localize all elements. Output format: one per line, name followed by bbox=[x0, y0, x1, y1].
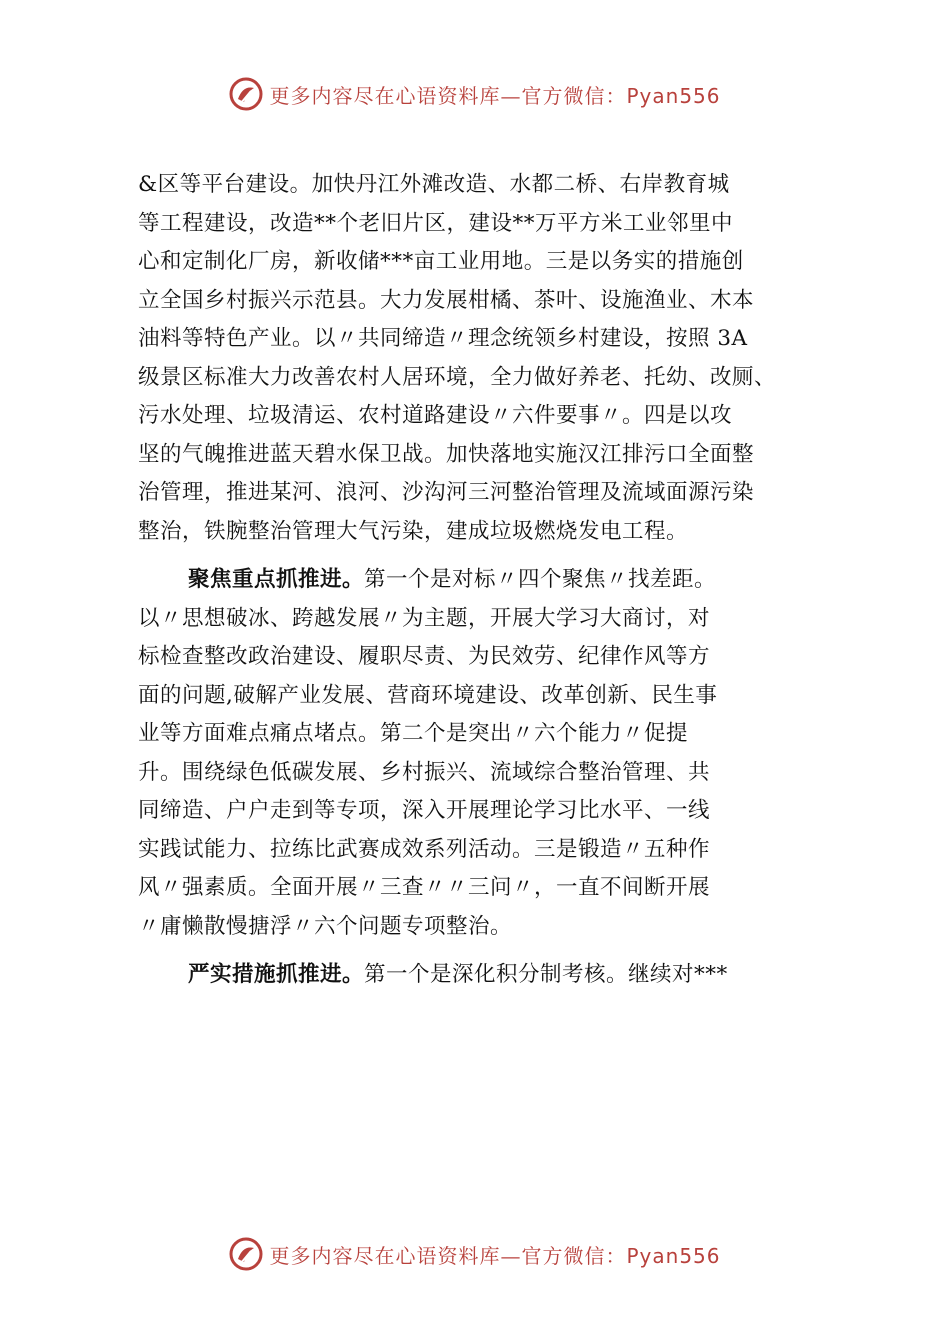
text-line: 标检查整改政治建设、履职尽责、为民效劳、纪律作风等方 bbox=[138, 644, 711, 669]
section-heading: 聚焦重点抓推进。 bbox=[188, 567, 365, 592]
text-line: 立全国乡村振兴示范县。大力发展柑橘、茶叶、设施渔业、木本 bbox=[138, 287, 755, 313]
text-line: 面的问题,破解产业发展、营商环境建设、改革创新、民生事 bbox=[138, 682, 718, 708]
section-heading: 严实措施抓推进。 bbox=[188, 962, 365, 987]
logo-icon bbox=[229, 1237, 263, 1271]
text-line: 等工程建设，改造**个老旧片区，建设**万平方米工业邻里中 bbox=[138, 210, 734, 236]
paragraph-2 bbox=[138, 561, 858, 946]
text-line: 整治，铁腕整治管理大气污染，建成垃圾燃烧发电工程。 bbox=[138, 518, 689, 544]
logo-icon bbox=[229, 77, 263, 111]
document-body bbox=[138, 166, 858, 995]
paragraph-1 bbox=[138, 166, 858, 551]
text-line: 业等方面难点痛点堵点。第二个是突出〃六个能力〃促提 bbox=[138, 721, 689, 746]
text-line: 油料等特色产业。以〃共同缔造〃理念统领乡村建设，按照 3A bbox=[138, 326, 748, 351]
wechat-id: Pyan556 bbox=[626, 1243, 721, 1268]
text-line: 〃庸懒散慢搪浮〃六个问题专项整治。 bbox=[138, 913, 513, 939]
paragraph-heading-line bbox=[138, 561, 858, 600]
wechat-id: Pyan556 bbox=[626, 83, 721, 108]
text-line: 同缔造、户户走到等专项，深入开展理论学习比水平、一线 bbox=[138, 798, 711, 823]
banner-text: 更多内容尽在心语资料库—官方微信：Pyan556 bbox=[269, 83, 721, 108]
text-line: 实践试能力、拉练比武赛成效系列活动。三是锻造〃五种作 bbox=[138, 836, 711, 862]
footer-banner bbox=[0, 1232, 950, 1276]
text-line: 污水处理、垃圾清运、农村道路建设〃六件要事〃。四是以攻 bbox=[138, 403, 733, 428]
header-banner bbox=[0, 72, 950, 116]
heading-continuation: 第一个是深化积分制考核。继续对*** bbox=[364, 962, 728, 987]
banner-text: 更多内容尽在心语资料库—官方微信：Pyan556 bbox=[269, 1243, 721, 1268]
heading-continuation: 第一个是对标〃四个聚焦〃找差距。 bbox=[364, 567, 717, 592]
text-line: 以〃思想破冰、跨越发展〃为主题，开展大学习大商讨，对 bbox=[138, 605, 711, 631]
text-line: 级景区标准大力改善农村人居环境，全力做好养老、托幼、改厕、 bbox=[138, 364, 777, 390]
text-line: 治管理，推进某河、浪河、沙沟河三河整治管理及流域面源污染 bbox=[138, 480, 755, 505]
text-line: 升。围绕绿色低碳发展、乡村振兴、流域综合整治管理、共 bbox=[138, 759, 711, 785]
text-line: 风〃强素质。全面开展〃三查〃〃三问〃，一直不间断开展 bbox=[138, 875, 711, 900]
paragraph-3 bbox=[138, 956, 858, 995]
text-line: &区等平台建设。加快丹江外滩改造、水都二桥、右岸教育城 bbox=[138, 172, 730, 197]
text-line: 心和定制化厂房，新收储***亩工业用地。三是以务实的措施创 bbox=[138, 249, 744, 274]
paragraph-heading-line bbox=[138, 956, 858, 995]
text-line: 坚的气魄推进蓝天碧水保卫战。加快落地实施汉江排污口全面整 bbox=[138, 441, 755, 467]
